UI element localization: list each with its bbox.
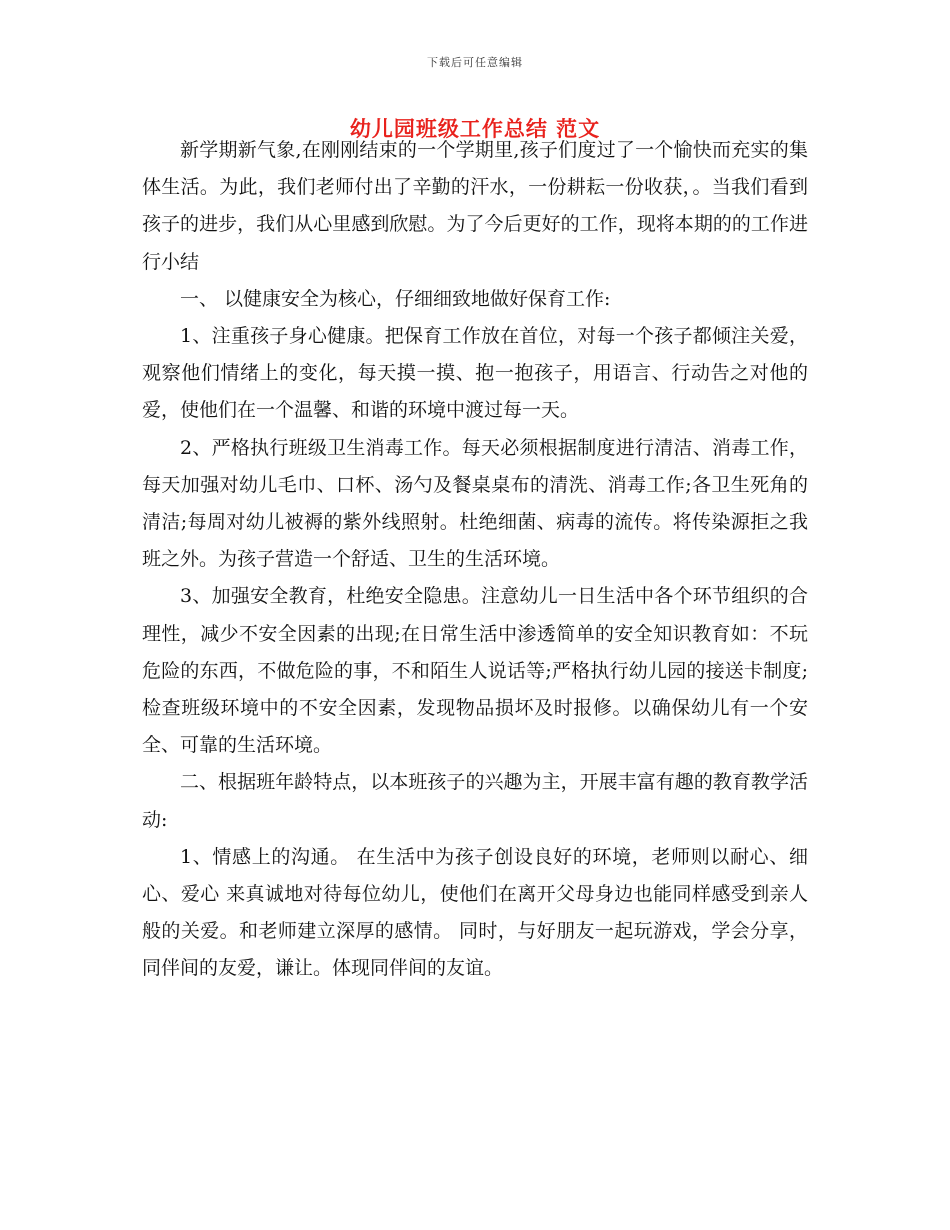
paragraph-intro: 新学期新气象,在刚刚结束的一个学期里,孩子们度过了一个愉快而充实的集体生活。为此，我们老师付出了辛勤的汗水，一份耕耘一份收获，。当我们看到孩子的进步，我们从心里感到欣慰。为了今后更好的工作，现将本期的的工作进行小结 xyxy=(142,139,808,273)
paragraph-1-1: 1、注重孩子身心健康。把保育工作放在首位，对每一个孩子都倾注关爱，观察他们情绪上的变化，每天摸一摸、抱一抱孩子，用语言、行动告之对他的爱，使他们在一个温馨、和谐的环境中渡过每一天。 xyxy=(142,325,808,422)
section-heading-2: 二、根据班年龄特点，以本班孩子的兴趣为主，开展丰富有趣的教育教学活动: xyxy=(142,771,808,831)
paragraph-1-3: 3、加强安全教育，杜绝安全隐患。注意幼儿一日生活中各个环节组织的合理性，减少不安全因素的出现;在日常生活中渗透简单的安全知识教育如：不玩危险的东西，不做危险的事，不和陌生人说话等;严格执行幼儿园的接送卡制度;检查班级环境中的不安全因素，发现物品损坏及时报修。以确保幼儿有一个安全、可靠的生活环境。 xyxy=(142,585,808,757)
document-title: 幼儿园班级工作总结 范文 xyxy=(349,116,601,141)
header-note: 下载后可任意编辑 xyxy=(427,56,523,69)
paragraph-1-2: 2、严格执行班级卫生消毒工作。每天必须根据制度进行清洁、消毒工作，每天加强对幼儿毛巾、口杯、汤勺及餐桌桌布的清洗、消毒工作;各卫生死角的清洁;每周对幼儿被褥的紫外线照射。杜绝细菌、病毒的流传。将传染源拒之我班之外。为孩子营造一个舒适、卫生的生活环境。 xyxy=(142,436,808,571)
section-heading-1: 一、 以健康安全为核心，仔细细致地做好保育工作: xyxy=(180,287,611,310)
paragraph-2-1: 1、情感上的沟通。 在生活中为孩子创设良好的环境，老师则以耐心、细心、爱心 来真诚地对待每位幼儿，使他们在离开父母身边也能同样感受到亲人般的关爱。和老师建立深厚的感情。 同时，与好朋友一起玩游戏，学会分享，同伴间的友爱，谦让。体现同伴间的友谊。 xyxy=(142,845,808,980)
document-body xyxy=(142,132,808,988)
